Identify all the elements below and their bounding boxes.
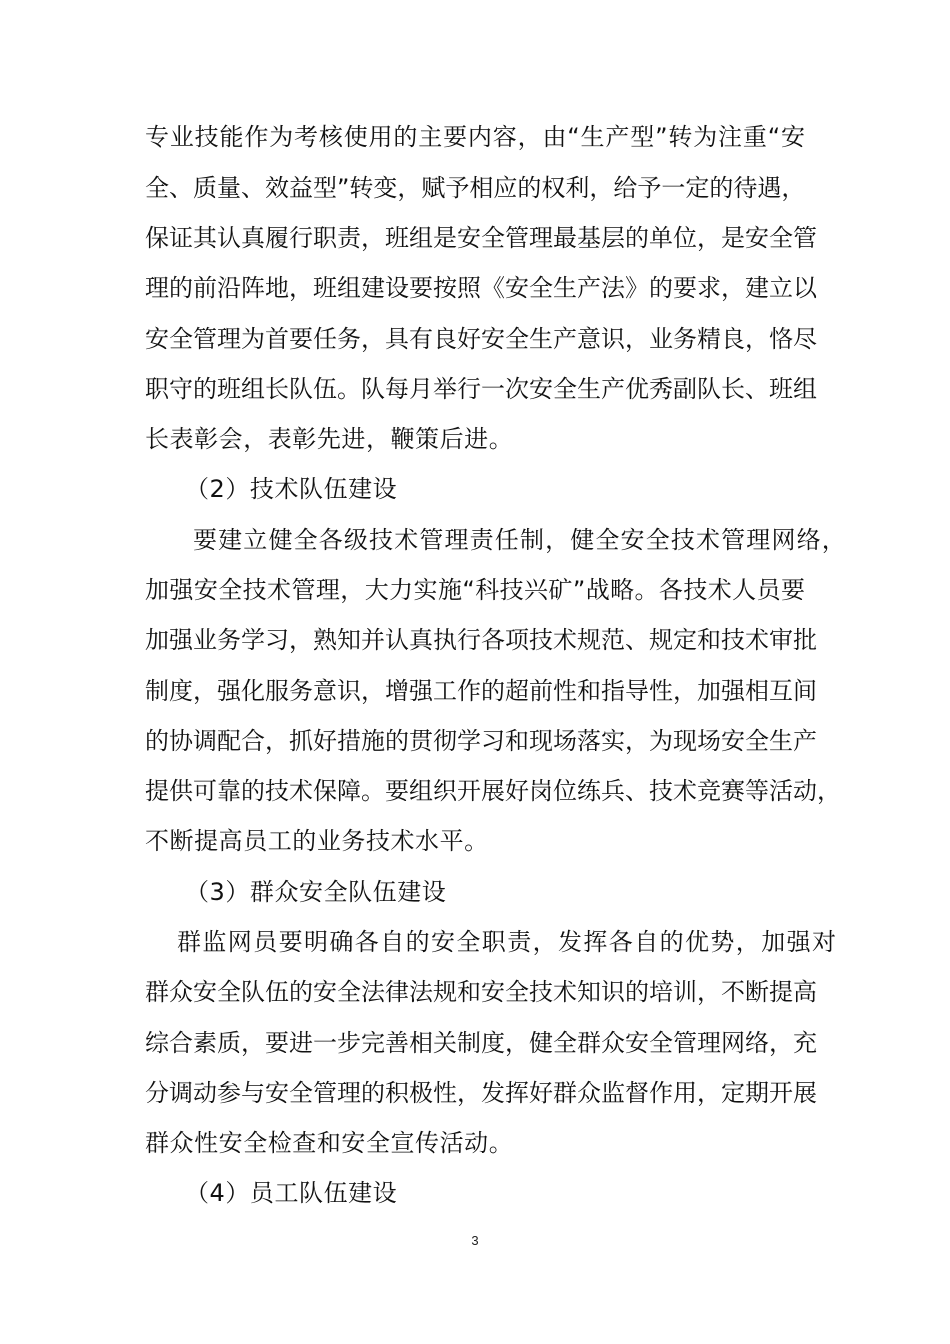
body-text-line: 加强安全技术管理，大力实施“科技兴矿”战略。各技术人员要 <box>145 576 805 604</box>
body-text-line: 群监网员要明确各自的安全职责，发挥各自的优势，加强对 <box>177 928 838 956</box>
body-text-line: 制度，强化服务意识，增强工作的超前性和指导性，加强相互间 <box>145 677 817 705</box>
body-text-line: 加强业务学习，熟知并认真执行各项技术规范、规定和技术审批 <box>145 626 817 654</box>
section-heading: （4）员工队伍建设 <box>185 1179 398 1207</box>
body-text-line: 综合素质，要进一步完善相关制度，健全群众安全管理网络，充 <box>145 1029 817 1057</box>
body-text-line: 保证其认真履行职责，班组是安全管理最基层的单位，是安全管 <box>145 224 817 252</box>
body-text-line: 全、质量、效益型”转变，赋予相应的权利，给予一定的待遇， <box>145 174 806 202</box>
body-text-line: 群众性安全检查和安全宣传活动。 <box>145 1129 514 1157</box>
body-text-line: 职守的班组长队伍。队每月举行一次安全生产优秀副队长、班组 <box>145 375 817 403</box>
body-text-line: 安全管理为首要任务，具有良好安全生产意识，业务精良，恪尽 <box>145 325 817 353</box>
body-text-line: 长表彰会，表彰先进，鞭策后进。 <box>145 425 514 453</box>
body-text-line: 不断提高员工的业务技术水平。 <box>145 827 489 855</box>
body-text-line: 专业技能作为考核使用的主要内容，由“生产型”转为注重“安 <box>145 123 805 151</box>
body-text-line: 的协调配合，抓好措施的贯彻学习和现场落实，为现场安全生产 <box>145 727 817 755</box>
section-heading: （3）群众安全队伍建设 <box>185 878 447 906</box>
body-text-line: 提供可靠的技术保障。要组织开展好岗位练兵、技术竞赛等活动， <box>145 777 841 805</box>
section-heading: （2）技术队伍建设 <box>185 475 398 503</box>
body-text-line: 要建立健全各级技术管理责任制，健全安全技术管理网络， <box>193 526 847 554</box>
body-text-line: 分调动参与安全管理的积极性，发挥好群众监督作用，定期开展 <box>145 1079 817 1107</box>
page-number: 3 <box>471 1233 479 1248</box>
body-text-line: 理的前沿阵地，班组建设要按照《安全生产法》的要求，建立以 <box>145 274 817 302</box>
body-text-line: 群众安全队伍的安全法律法规和安全技术知识的培训，不断提高 <box>145 978 817 1006</box>
